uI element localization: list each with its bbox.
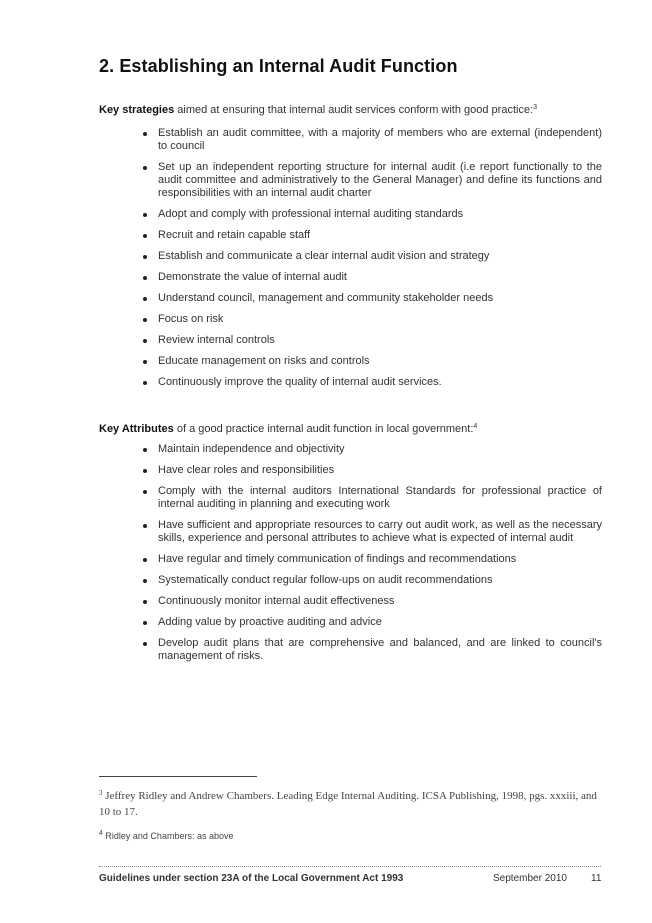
strategy-item [99,208,602,221]
bullet-icon [143,524,147,528]
strategy-item [99,313,602,326]
attribute-item-text: Maintain independence and objectivity [158,443,345,455]
bullet-icon [143,234,147,238]
footer-date: September 2010 [493,873,567,884]
attribute-item [99,616,602,629]
strategy-item [99,376,602,389]
strategy-item-text: Demonstrate the value of internal audit [158,271,347,283]
bullet-icon [143,490,147,494]
attribute-item-text: Develop audit plans that are comprehensive and balanced, and are linked to council's management of risks. [158,637,602,662]
attribute-item-text: Have regular and timely communication of findings and recommendations [158,553,517,565]
strategy-item [99,355,602,368]
strategy-item-text: Focus on risk [158,313,224,325]
bullet-icon [143,213,147,217]
strategy-item-text: Establish an audit committee, with a majority of members who are external (independent) to council [158,127,602,152]
section-heading: 2. Establishing an Internal Audit Function [99,56,458,76]
bullet-icon [143,297,147,301]
attribute-item-text: Continuously monitor internal audit effectiveness [158,595,395,607]
key-attributes-list [99,443,602,671]
key-strategies-text: aimed at ensuring that internal audit services conform with good practice: [174,104,534,116]
strategy-item-text: Establish and communicate a clear internal audit vision and strategy [158,250,490,262]
attribute-item [99,595,602,608]
bullet-icon [143,642,147,646]
bullet-icon [143,469,147,473]
footer-title: Guidelines under section 23A of the Local Government Act 1993 [99,873,404,884]
bullet-icon [143,579,147,583]
attribute-item-text: Have sufficient and appropriate resources to carry out audit work, as well as the necessary skills, experience and personal attributes to achieve what is expected of internal audit [158,519,602,544]
strategy-item-text: Set up an independent reporting structure for internal audit (i.e report functionally to the audit committee and administratively to the General Manager) and define its functions and responsibilities with an internal audit charter [158,161,602,199]
strategy-item-text: Continuously improve the quality of internal audit services. [158,376,442,388]
bullet-icon [143,166,147,170]
key-attributes-label: Key Attributes [99,423,174,435]
strategy-item [99,334,602,347]
attribute-item [99,443,602,456]
bullet-icon [143,448,147,452]
strategy-item [99,250,602,263]
strategy-item-text: Educate management on risks and controls [158,355,370,367]
footnote-3 [99,788,609,820]
key-strategies-list [99,127,602,397]
footnote-separator [99,776,257,777]
strategy-item-text: Adopt and comply with professional internal auditing standards [158,208,464,220]
strategy-item [99,127,602,153]
footnote-4-text: Ridley and Chambers: as above [102,831,234,841]
attribute-item-text: Systematically conduct regular follow-ups on audit recommendations [158,574,493,586]
bullet-icon [143,360,147,364]
attribute-item-text: Adding value by proactive auditing and advice [158,616,382,628]
footnote-4-number: 4 [99,830,103,837]
attribute-item-text: Have clear roles and responsibilities [158,464,335,476]
footnote-ref-3: 3 [533,104,538,111]
footnote-ref-4: 4 [473,423,478,430]
attribute-item [99,553,602,566]
footnote-3-number: 3 [99,789,103,797]
bullet-icon [143,276,147,280]
strategy-item [99,229,602,242]
footnote-3-text: Jeffrey Ridley and Andrew Chambers. Leading Edge Internal Auditing. ICSA Publishing, 1998, pgs. xxxiii, and 10 to 17. [99,790,597,818]
bullet-icon [143,381,147,385]
bullet-icon [143,318,147,322]
strategy-item-text: Understand council, management and community stakeholder needs [158,292,494,304]
bullet-icon [143,255,147,259]
key-attributes-intro [99,423,477,436]
attribute-item-text: Comply with the internal auditors International Standards for professional practice of internal auditing in planning and executing work [158,485,602,510]
strategy-item-text: Recruit and retain capable staff [158,229,311,241]
key-strategies-intro [99,104,537,117]
attribute-item [99,574,602,587]
attribute-item [99,637,602,663]
page-number: 11 [591,873,602,884]
attribute-item [99,485,602,511]
strategy-item-text: Review internal controls [158,334,275,346]
bullet-icon [143,339,147,343]
bullet-icon [143,600,147,604]
footnote-4 [99,831,233,841]
footer-rule [99,866,601,867]
bullet-icon [143,558,147,562]
page-footer [99,873,602,884]
attribute-item [99,519,602,545]
key-attributes-text: of a good practice internal audit function in local government: [173,423,474,435]
strategy-item [99,292,602,305]
strategy-item [99,161,602,200]
bullet-icon [143,621,147,625]
strategy-item [99,271,602,284]
bullet-icon [143,132,147,136]
key-strategies-label: Key strategies [99,104,175,116]
attribute-item [99,464,602,477]
